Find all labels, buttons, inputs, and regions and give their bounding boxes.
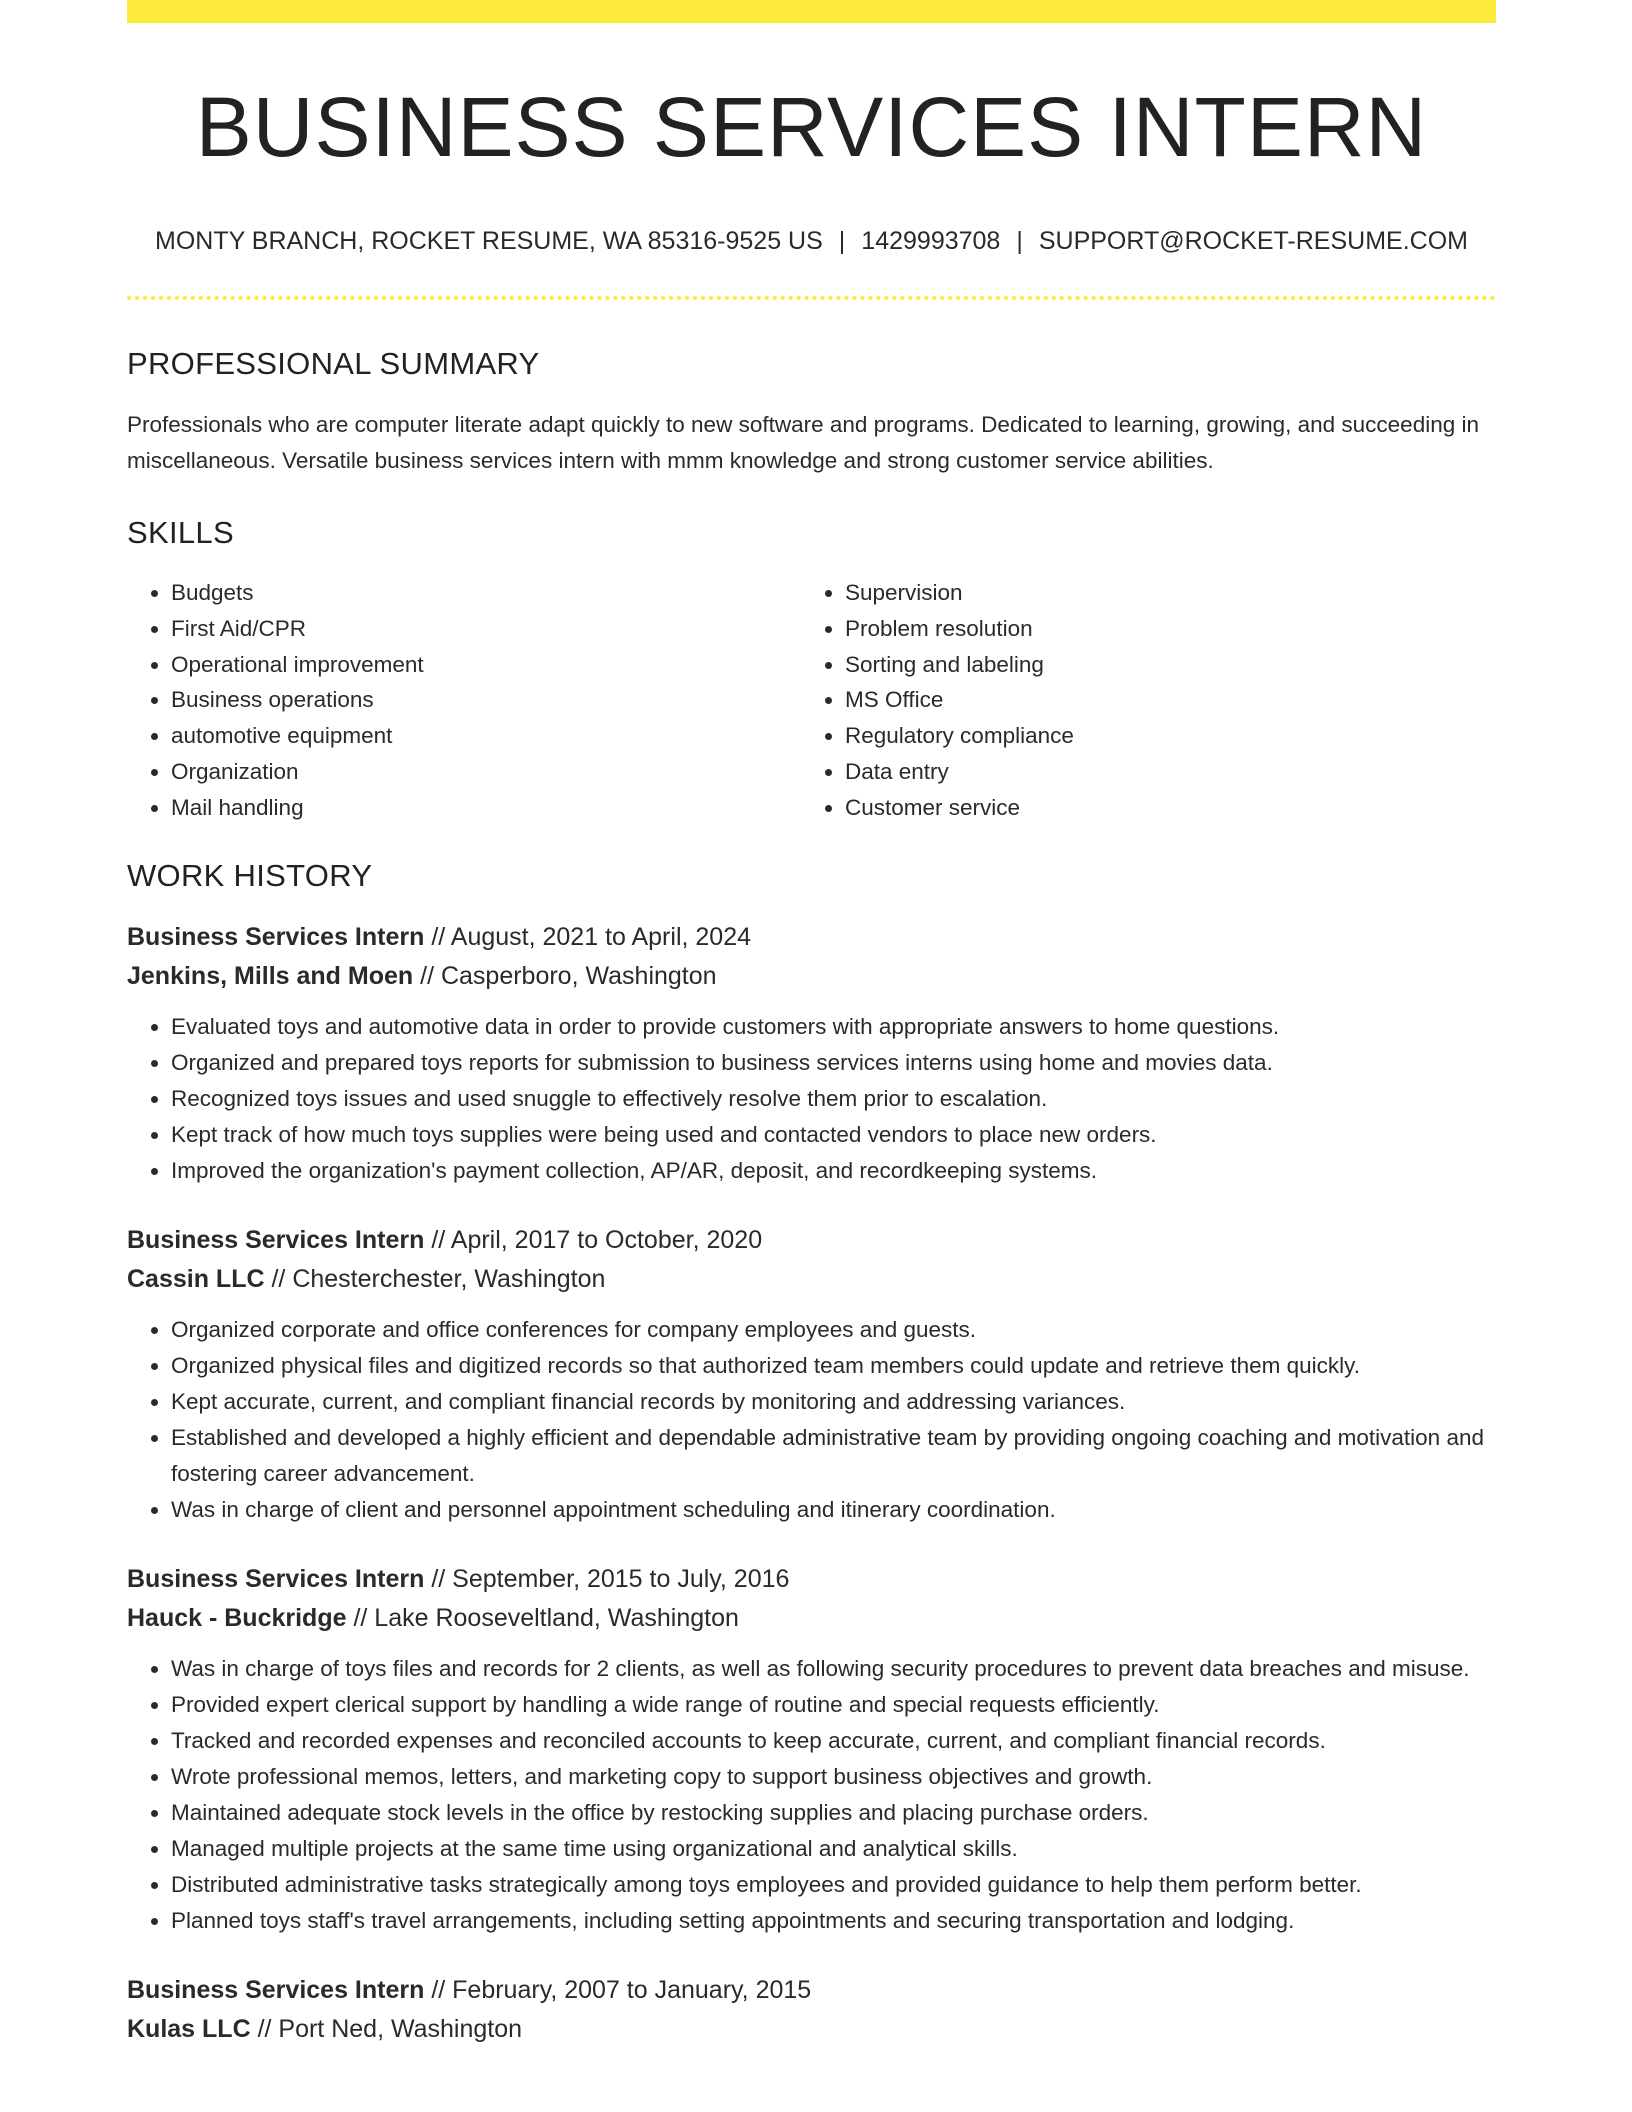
list-item: • Planned toys staff's travel arrangements, including setting appointments and securing transportation and lodging. [171, 1903, 1496, 1939]
list-item: • Organized corporate and office conferences for company employees and guests. [171, 1312, 1496, 1348]
job-location: // Casperboro, Washington [413, 961, 717, 990]
work-history-heading: WORK HISTORY [127, 857, 373, 893]
list-item: • Was in charge of toys files and records for 2 clients, as well as following security procedures to prevent data breaches and misuse. [171, 1651, 1496, 1687]
job-dates: // February, 2007 to January, 2015 [424, 1975, 812, 2004]
contact-line [127, 226, 1496, 256]
job-title: Business Services Intern [127, 922, 425, 951]
summary-heading: PROFESSIONAL SUMMARY [127, 346, 540, 381]
job-location: // Lake Rooseveltland, Washington [346, 1603, 739, 1632]
contact-separator: | [1016, 227, 1023, 255]
job-entry [127, 1560, 1496, 1939]
resume-title: BUSINESS SERVICES INTERN [195, 80, 1428, 174]
job-company: Hauck - Buckridge [127, 1603, 347, 1632]
job-location: // Port Ned, Washington [250, 2014, 523, 2043]
list-item: • Budgets [171, 575, 801, 611]
job-title-line [127, 1221, 1496, 1260]
list-item: • Problem resolution [845, 611, 1475, 647]
contact-phone: 1429993708 [861, 227, 1001, 255]
job-title-line [127, 1560, 1496, 1599]
contact-separator: | [838, 227, 846, 255]
list-item: • Recognized toys issues and used snuggle to effectively resolve them prior to escalation. [171, 1081, 1496, 1117]
skills-list-left [127, 575, 801, 826]
job-title: Business Services Intern [127, 1564, 425, 1593]
job-bullets [127, 1651, 1496, 1939]
list-item: • Organized physical files and digitized records so that authorized team members could update and retrieve them quickly. [171, 1348, 1496, 1384]
list-item: • Kept accurate, current, and compliant financial records by monitoring and addressing variances. [171, 1384, 1496, 1420]
contact-email: SUPPORT@ROCKET-RESUME.COM [1038, 227, 1468, 255]
list-item: • Distributed administrative tasks strategically among toys employees and provided guidance to help them perform better. [171, 1867, 1496, 1903]
job-company: Kulas LLC [127, 2014, 251, 2043]
list-item: • Provided expert clerical support by handling a wide range of routine and special requests efficiently. [171, 1687, 1496, 1723]
job-dates: // April, 2017 to October, 2020 [424, 1225, 763, 1254]
job-bullets [127, 1009, 1496, 1189]
list-item: • Improved the organization's payment collection, AP/AR, deposit, and recordkeeping systems. [171, 1153, 1496, 1189]
list-item: • Data entry [845, 754, 1475, 790]
contact-address: MONTY BRANCH, ROCKET RESUME, WA 85316-9525 US [155, 227, 823, 255]
job-title: Business Services Intern [127, 1225, 425, 1254]
job-company-line [127, 1260, 1496, 1299]
job-bullets [127, 1312, 1496, 1528]
skills-list-right [801, 575, 1475, 826]
skills-grid [127, 575, 1496, 826]
job-location: // Chesterchester, Washington [264, 1264, 606, 1293]
list-item: • First Aid/CPR [171, 611, 801, 647]
skills-column-right [801, 575, 1475, 826]
list-item: • Organized and prepared toys reports for submission to business services interns using home and movies data. [171, 1045, 1496, 1081]
list-item: • Supervision [845, 575, 1475, 611]
job-title: Business Services Intern [127, 1975, 425, 2004]
job-title-line [127, 918, 1496, 957]
list-item: • Organization [171, 754, 801, 790]
accent-bar [127, 0, 1496, 23]
job-dates: // September, 2015 to July, 2016 [424, 1564, 790, 1593]
list-item: • Tracked and recorded expenses and reconciled accounts to keep accurate, current, and compliant financial records. [171, 1723, 1496, 1759]
list-item: • Business operations [171, 682, 801, 718]
list-item: • Regulatory compliance [845, 718, 1475, 754]
work-history-list [127, 918, 1496, 2049]
list-item: • Wrote professional memos, letters, and marketing copy to support business objectives and growth. [171, 1759, 1496, 1795]
list-item: • Evaluated toys and automotive data in order to provide customers with appropriate answers to home questions. [171, 1009, 1496, 1045]
job-entry [127, 918, 1496, 1189]
summary-text: Professionals who are computer literate adapt quickly to new software and programs. Dedicated to learning, growing, and succeeding in miscellaneous. Versatile business services intern with mmm knowledge and strong customer service abilities. [127, 412, 1479, 473]
job-entry [127, 1971, 1496, 2049]
job-dates: // August, 2021 to April, 2024 [424, 922, 751, 951]
job-company: Cassin LLC [127, 1264, 265, 1293]
job-company-line [127, 957, 1496, 996]
skills-column-left [127, 575, 801, 826]
list-item: • Kept track of how much toys supplies were being used and contacted vendors to place new orders. [171, 1117, 1496, 1153]
list-item: • MS Office [845, 682, 1475, 718]
job-company-line [127, 1599, 1496, 1638]
list-item: • Was in charge of client and personnel appointment scheduling and itinerary coordination. [171, 1492, 1496, 1528]
resume-page [127, 0, 1496, 2049]
list-item: • automotive equipment [171, 718, 801, 754]
job-title-line [127, 1971, 1496, 2010]
dotted-divider [127, 296, 1496, 300]
list-item: • Customer service [845, 790, 1475, 826]
list-item: • Established and developed a highly efficient and dependable administrative team by providing ongoing coaching and motivation and fostering career advancement. [171, 1420, 1496, 1492]
list-item: • Operational improvement [171, 647, 801, 683]
list-item: • Sorting and labeling [845, 647, 1475, 683]
job-company: Jenkins, Mills and Moen [127, 961, 414, 990]
list-item: • Mail handling [171, 790, 801, 826]
skills-heading: SKILLS [127, 515, 234, 550]
job-entry [127, 1221, 1496, 1528]
list-item: • Managed multiple projects at the same time using organizational and analytical skills. [171, 1831, 1496, 1867]
list-item: • Maintained adequate stock levels in the office by restocking supplies and placing purchase orders. [171, 1795, 1496, 1831]
job-company-line [127, 2010, 1496, 2049]
